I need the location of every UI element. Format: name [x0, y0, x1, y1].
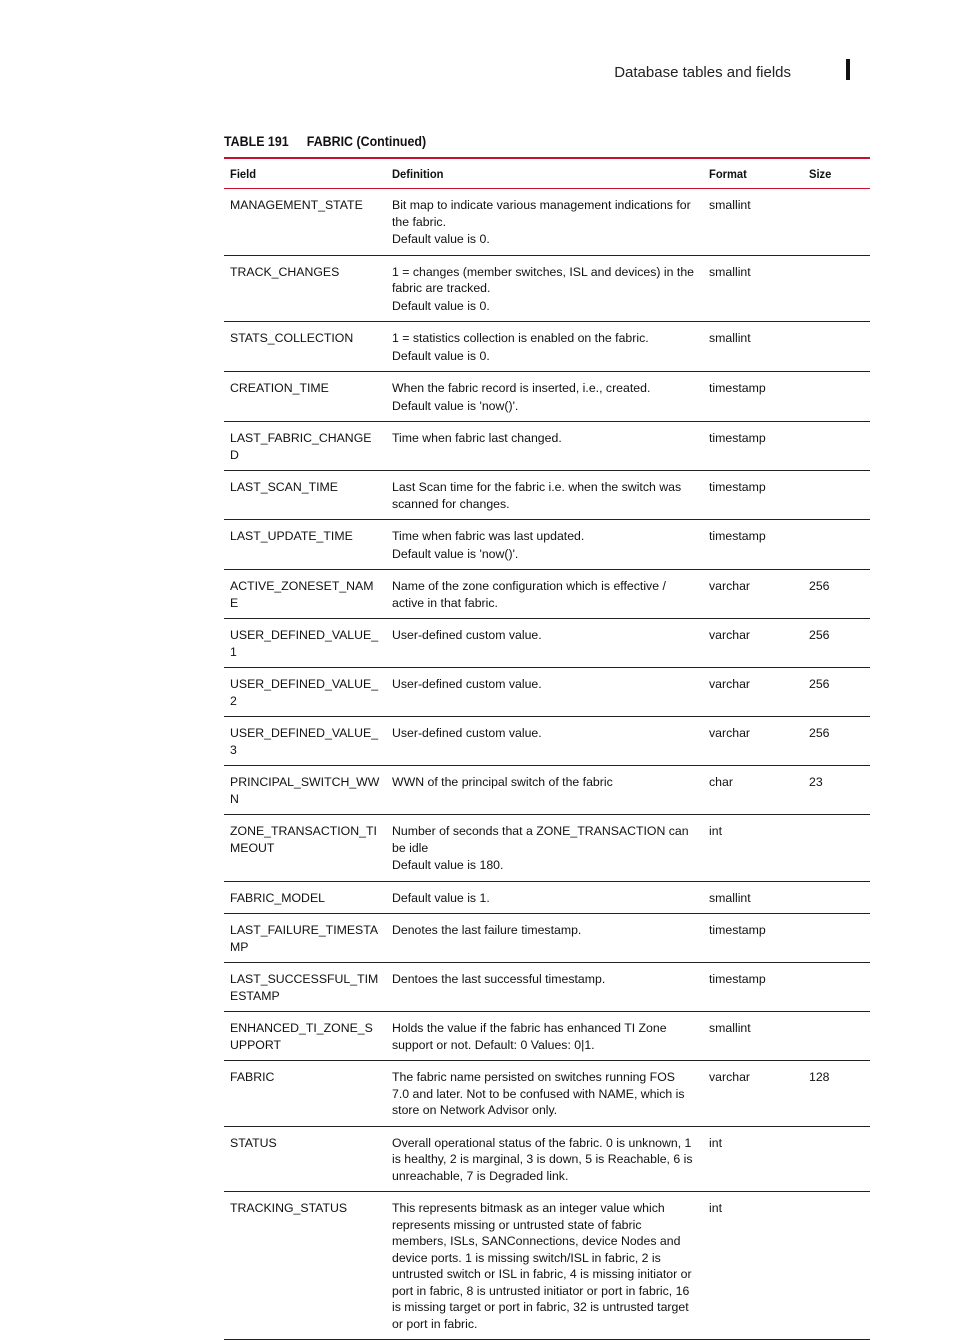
- definition-line: Denotes the last failure timestamp.: [392, 923, 582, 937]
- table-row: [224, 766, 870, 815]
- cell-size: [803, 372, 870, 422]
- cell-size: 23: [809, 775, 823, 789]
- cell-size: [803, 520, 870, 570]
- cell-definition: [386, 766, 703, 815]
- table-row: [224, 914, 870, 963]
- cell-definition: [386, 570, 703, 619]
- definition-line: User-defined custom value.: [392, 726, 542, 740]
- table-row: [224, 815, 870, 882]
- definition-line: 1 = statistics collection is enabled on the fabric.: [392, 331, 649, 345]
- table-row: [224, 255, 870, 322]
- cell-definition: [386, 717, 703, 766]
- cell-size: 256: [809, 628, 830, 642]
- definition-line: Time when fabric was last updated.: [392, 529, 585, 543]
- cell-field: CREATION_TIME: [230, 381, 329, 395]
- table-row: [224, 619, 870, 668]
- table-row: [224, 570, 870, 619]
- definition-line: This represents bitmask as an integer value which represents missing or untrusted state of fabric members, ISLs, SANConnections, device Nodes and device ports. 1 is missing switch/ISL in fabric, 2 is untrusted switch or ISL in fabric, 4 is missing initiator or port in fabric, 8 is untrusted initiator or port in fabric, 16 is missing target or port in fabric, 32 is untrusted target or port in fabric.: [392, 1201, 692, 1331]
- cell-field: LAST_UPDATE_TIME: [230, 529, 353, 543]
- table-row: [224, 881, 870, 914]
- column-header-size: Size: [809, 166, 832, 181]
- cell-definition: [386, 322, 703, 372]
- cell-field: LAST_SCAN_TIME: [230, 480, 338, 494]
- cell-definition: [386, 1192, 703, 1340]
- cell-size: [803, 189, 870, 256]
- cell-definition: [386, 1012, 703, 1061]
- cell-format: smallint: [709, 331, 751, 345]
- definition-line: Bit map to indicate various management indications for the fabric.: [392, 198, 691, 229]
- cell-field: PRINCIPAL_SWITCH_WWN: [230, 775, 380, 806]
- definition-line: Default value is 'now()'.: [392, 546, 519, 561]
- definition-line: Default value is 'now()'.: [392, 398, 519, 413]
- definition-line: Number of seconds that a ZONE_TRANSACTION can be idle: [392, 824, 689, 855]
- cell-format: timestamp: [709, 431, 766, 445]
- table-row: [224, 963, 870, 1012]
- cell-size: [803, 422, 870, 471]
- definition-line: User-defined custom value.: [392, 628, 542, 642]
- cell-format: varchar: [709, 677, 751, 691]
- fabric-table: [224, 157, 870, 1340]
- table-row: [224, 189, 870, 256]
- cell-format: timestamp: [709, 381, 766, 395]
- cell-size: 256: [809, 579, 830, 593]
- cell-format: smallint: [709, 198, 751, 212]
- cell-format: smallint: [709, 890, 751, 905]
- cell-format: int: [709, 1135, 722, 1150]
- column-header-format: Format: [709, 166, 747, 181]
- cell-field: LAST_FABRIC_CHANGED: [230, 431, 372, 462]
- cell-definition: [386, 422, 703, 471]
- cell-definition: [386, 520, 703, 570]
- cell-field: LAST_FAILURE_TIMESTAMP: [230, 923, 379, 954]
- cell-field: USER_DEFINED_VALUE_3: [230, 726, 379, 757]
- cell-size: [803, 914, 870, 963]
- cell-format: varchar: [709, 726, 751, 740]
- cell-size: [803, 322, 870, 372]
- table-row: [224, 1192, 870, 1340]
- cell-field: TRACK_CHANGES: [230, 264, 340, 279]
- cell-field: MANAGEMENT_STATE: [230, 198, 363, 212]
- cell-definition: [386, 914, 703, 963]
- cell-format: varchar: [709, 628, 751, 642]
- cell-definition: [386, 255, 703, 322]
- cell-field: ACTIVE_ZONESET_NAME: [230, 579, 374, 610]
- cell-size: [803, 1012, 870, 1061]
- table-row: [224, 1126, 870, 1192]
- cell-field: FABRIC_MODEL: [230, 890, 325, 905]
- table-row: [224, 422, 870, 471]
- cell-format: timestamp: [709, 923, 766, 937]
- table-caption: [224, 134, 426, 149]
- table-row: [224, 1012, 870, 1061]
- table-row: [224, 372, 870, 422]
- definition-line: When the fabric record is inserted, i.e., created.: [392, 381, 651, 395]
- cell-definition: [386, 372, 703, 422]
- cell-field: USER_DEFINED_VALUE_2: [230, 677, 379, 708]
- definition-line: User-defined custom value.: [392, 677, 542, 691]
- cell-size: [803, 255, 870, 322]
- cell-field: STATUS: [230, 1135, 277, 1150]
- definition-line: Time when fabric last changed.: [392, 431, 562, 445]
- cell-format: int: [709, 1201, 722, 1215]
- cell-definition: [386, 668, 703, 717]
- table-row: [224, 1061, 870, 1127]
- cell-definition: [386, 881, 703, 914]
- cell-field: ZONE_TRANSACTION_TIMEOUT: [230, 824, 377, 855]
- cell-format: smallint: [709, 264, 751, 279]
- definition-line: The fabric name persisted on switches running FOS 7.0 and later. Not to be confused with NAME, which is store on Network Advisor only.: [392, 1070, 685, 1117]
- cell-size: [803, 815, 870, 882]
- cell-format: char: [709, 775, 733, 789]
- column-header-field: Field: [230, 166, 257, 181]
- cell-format: timestamp: [709, 480, 766, 494]
- definition-line: WWN of the principal switch of the fabric: [392, 775, 613, 789]
- cell-format: timestamp: [709, 529, 766, 543]
- table-row: [224, 717, 870, 766]
- definition-line: Default value is 1.: [392, 890, 490, 905]
- cell-size: 256: [809, 726, 830, 740]
- cell-field: ENHANCED_TI_ZONE_SUPPORT: [230, 1021, 373, 1052]
- cell-field: FABRIC: [230, 1070, 275, 1084]
- definition-line: Default value is 0.: [392, 232, 490, 246]
- definition-line: Default value is 0.: [392, 348, 490, 363]
- column-header-definition: Definition: [392, 166, 444, 181]
- table-row: [224, 668, 870, 717]
- cell-definition: [386, 619, 703, 668]
- definition-line: Holds the value if the fabric has enhanced TI Zone support or not. Default: 0 Values: 0|1.: [392, 1021, 667, 1052]
- running-header-title: Database tables and fields: [614, 64, 791, 81]
- table-number: TABLE 191: [224, 134, 289, 149]
- definition-line: Overall operational status of the fabric. 0 is unknown, 1 is healthy, 2 is marginal, 3 is down, 5 is Reachable, 6 is unreachable, 7 is Degraded link.: [392, 1135, 693, 1183]
- cell-field: USER_DEFINED_VALUE_1: [230, 628, 379, 659]
- cell-size: [803, 471, 870, 520]
- cell-size: [803, 1126, 870, 1192]
- cell-definition: [386, 1126, 703, 1192]
- cell-size: 256: [809, 677, 830, 691]
- cell-definition: [386, 815, 703, 882]
- cell-field: TRACKING_STATUS: [230, 1201, 348, 1215]
- cell-definition: [386, 1061, 703, 1127]
- table-row: [224, 520, 870, 570]
- cell-size: [803, 881, 870, 914]
- cell-format: varchar: [709, 579, 751, 593]
- definition-line: Default value is 0.: [392, 298, 490, 313]
- definition-line: Dentoes the last successful timestamp.: [392, 972, 606, 986]
- cell-definition: [386, 963, 703, 1012]
- table-row: [224, 471, 870, 520]
- cell-definition: [386, 471, 703, 520]
- cell-format: int: [709, 824, 722, 838]
- cell-size: 128: [809, 1070, 830, 1084]
- definition-line: Default value is 180.: [392, 858, 504, 872]
- definition-line: Last Scan time for the fabric i.e. when the switch was scanned for changes.: [392, 480, 682, 511]
- cell-definition: [386, 189, 703, 256]
- definition-line: 1 = changes (member switches, ISL and devices) in the fabric are tracked.: [392, 264, 694, 295]
- cell-size: [803, 1192, 870, 1340]
- cell-size: [803, 963, 870, 1012]
- cell-format: smallint: [709, 1021, 751, 1035]
- table-row: [224, 322, 870, 372]
- cell-format: varchar: [709, 1070, 751, 1084]
- definition-line: Name of the zone configuration which is effective / active in that fabric.: [392, 579, 666, 610]
- table-header-row: [224, 158, 870, 189]
- header-marker-bar: [846, 59, 850, 80]
- cell-format: timestamp: [709, 972, 766, 986]
- table-body: [224, 189, 870, 1340]
- cell-field: STATS_COLLECTION: [230, 331, 354, 345]
- table-title: FABRIC (Continued): [306, 134, 427, 149]
- cell-field: LAST_SUCCESSFUL_TIMESTAMP: [230, 972, 379, 1003]
